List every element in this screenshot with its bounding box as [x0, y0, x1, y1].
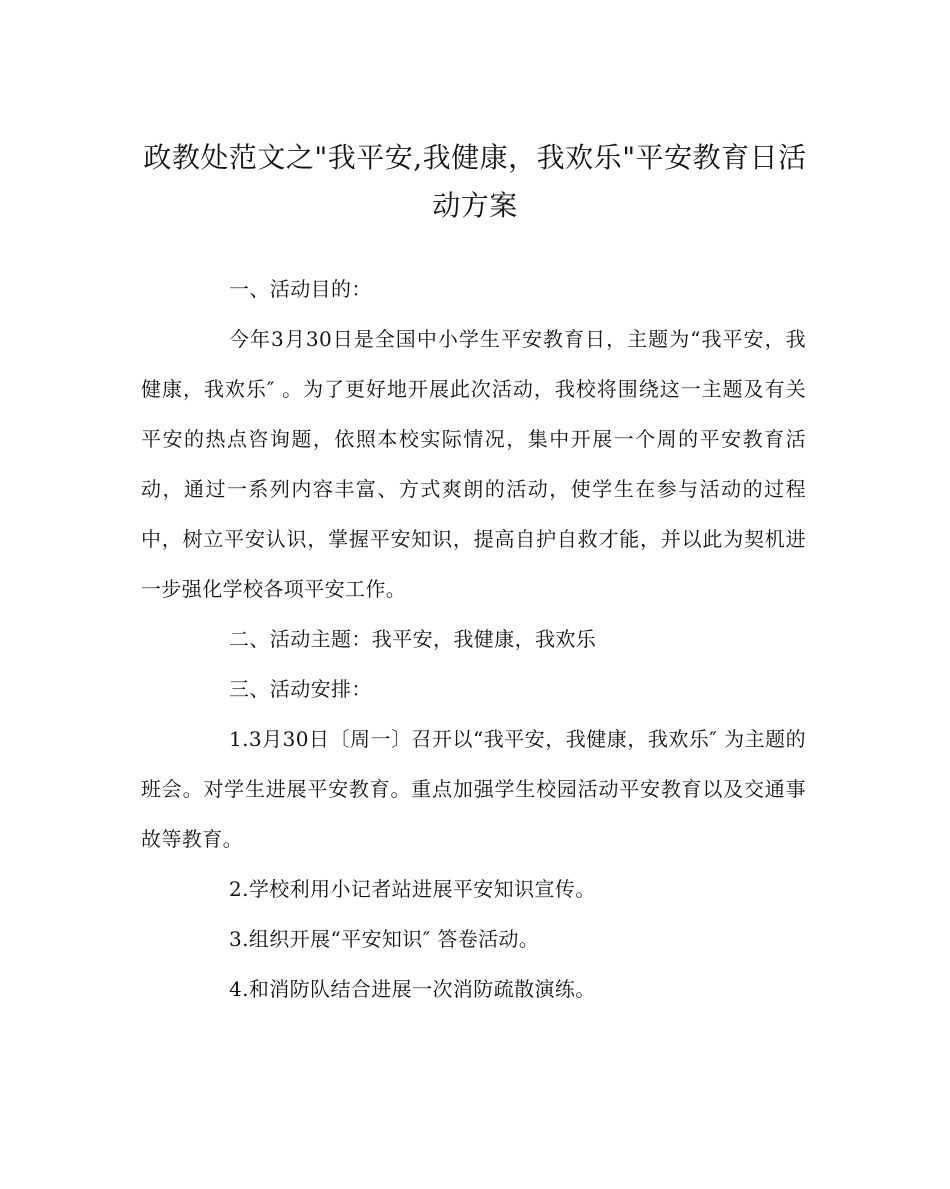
section-heading-purpose: 一、活动目的： — [229, 277, 372, 301]
arrangement-item-1: 1.3月30日〔周一〕召开以“我平安，我健康，我欢乐″ 为主题的班会。对学生进展平安教育。重点加强学生校园活动平安教育以及交通事故等教育。 — [141, 727, 806, 851]
paragraph-purpose-text: 今年3月30日是全国中小学生平安教育日，主题为“我平安，我健康，我欢乐″ 。为了更好地开展此次活动，我校将围绕这一主题及有关平安的热点咨询题，依照本校实际情况，集中开展一个周的平安教育活动，通过一系列内容丰富、方式爽朗的活动，使学生在参与活动的过程中，树立平安认识，掌握平安知识，提高自护自救才能，并以此为契机进一步强化学校各项平安工作。 — [141, 327, 806, 601]
arrangement-item-4: 4.和消防队结合进展一次消防疏散演练。 — [229, 977, 596, 1001]
section-heading-arrangement: 三、活动安排： — [229, 677, 372, 701]
document-body — [141, 264, 806, 1014]
arrangement-item-3: 3.组织开展“平安知识″ 答卷活动。 — [229, 927, 540, 951]
arrangement-item-2: 2.学校利用小记者站进展平安知识宣传。 — [229, 877, 596, 901]
document-title: 政教处范文之"我平安,我健康，我欢乐"平安教育日活动方案 — [143, 141, 807, 222]
section-heading-theme: 二、活动主题：我平安，我健康，我欢乐 — [229, 627, 597, 651]
